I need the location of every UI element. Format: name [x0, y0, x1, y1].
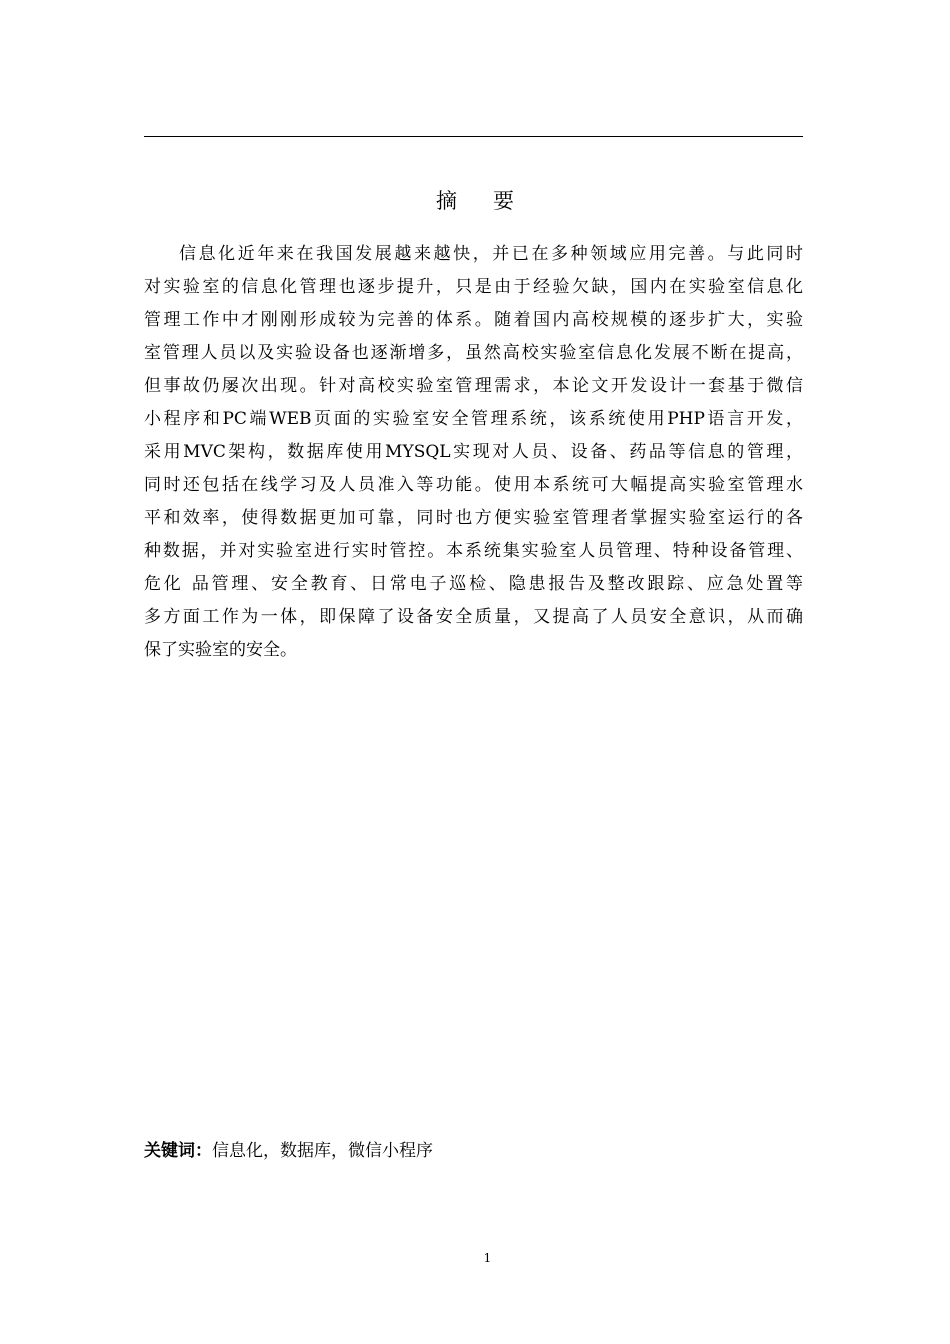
header-rule	[144, 136, 803, 137]
abstract-line: 保了实验室的安全。	[144, 640, 297, 660]
keywords-label: 关键词：	[144, 1141, 212, 1161]
abstract-line: 采用MVC架构，数据库使用MYSQL实现对人员、设备、药品等信息的管理，	[144, 442, 803, 462]
abstract-line: 平和效率，使得数据更加可靠，同时也方便实验室管理者掌握实验室运行的各	[144, 508, 803, 528]
page-number: 1	[483, 1251, 492, 1265]
keywords-text: 信息化，数据库，微信小程序	[212, 1141, 433, 1161]
abstract-line: 管理工作中才刚刚形成较为完善的体系。随着国内高校规模的逐步扩大，实验	[144, 310, 803, 330]
abstract-line: 小程序和PC端WEB页面的实验室安全管理系统，该系统使用PHP语言开发，	[144, 409, 803, 429]
abstract-line: 对实验室的信息化管理也逐步提升，只是由于经验欠缺，国内在实验室信息化	[144, 277, 803, 297]
abstract-line: 种数据，并对实验室进行实时管控。本系统集实验室人员管理、特种设备管理、	[144, 541, 803, 561]
abstract-title: 摘要	[436, 189, 550, 213]
abstract-line: 但事故仍屡次出现。针对高校实验室管理需求，本论文开发设计一套基于微信	[144, 376, 803, 396]
abstract-line: 室管理人员以及实验设备也逐渐增多，虽然高校实验室信息化发展不断在提高，	[144, 343, 803, 363]
abstract-line: 危化 品管理、安全教育、日常电子巡检、隐患报告及整改跟踪、应急处置等	[144, 574, 803, 594]
abstract-line: 同时还包括在线学习及人员准入等功能。使用本系统可大幅提高实验室管理水	[144, 475, 803, 495]
abstract-body	[144, 238, 803, 667]
keywords	[144, 1137, 433, 1165]
abstract-line: 信息化近年来在我国发展越来越快，并已在多种领域应用完善。与此同时	[179, 244, 803, 264]
abstract-line: 多方面工作为一体，即保障了设备安全质量，又提高了人员安全意识，从而确	[144, 607, 803, 627]
